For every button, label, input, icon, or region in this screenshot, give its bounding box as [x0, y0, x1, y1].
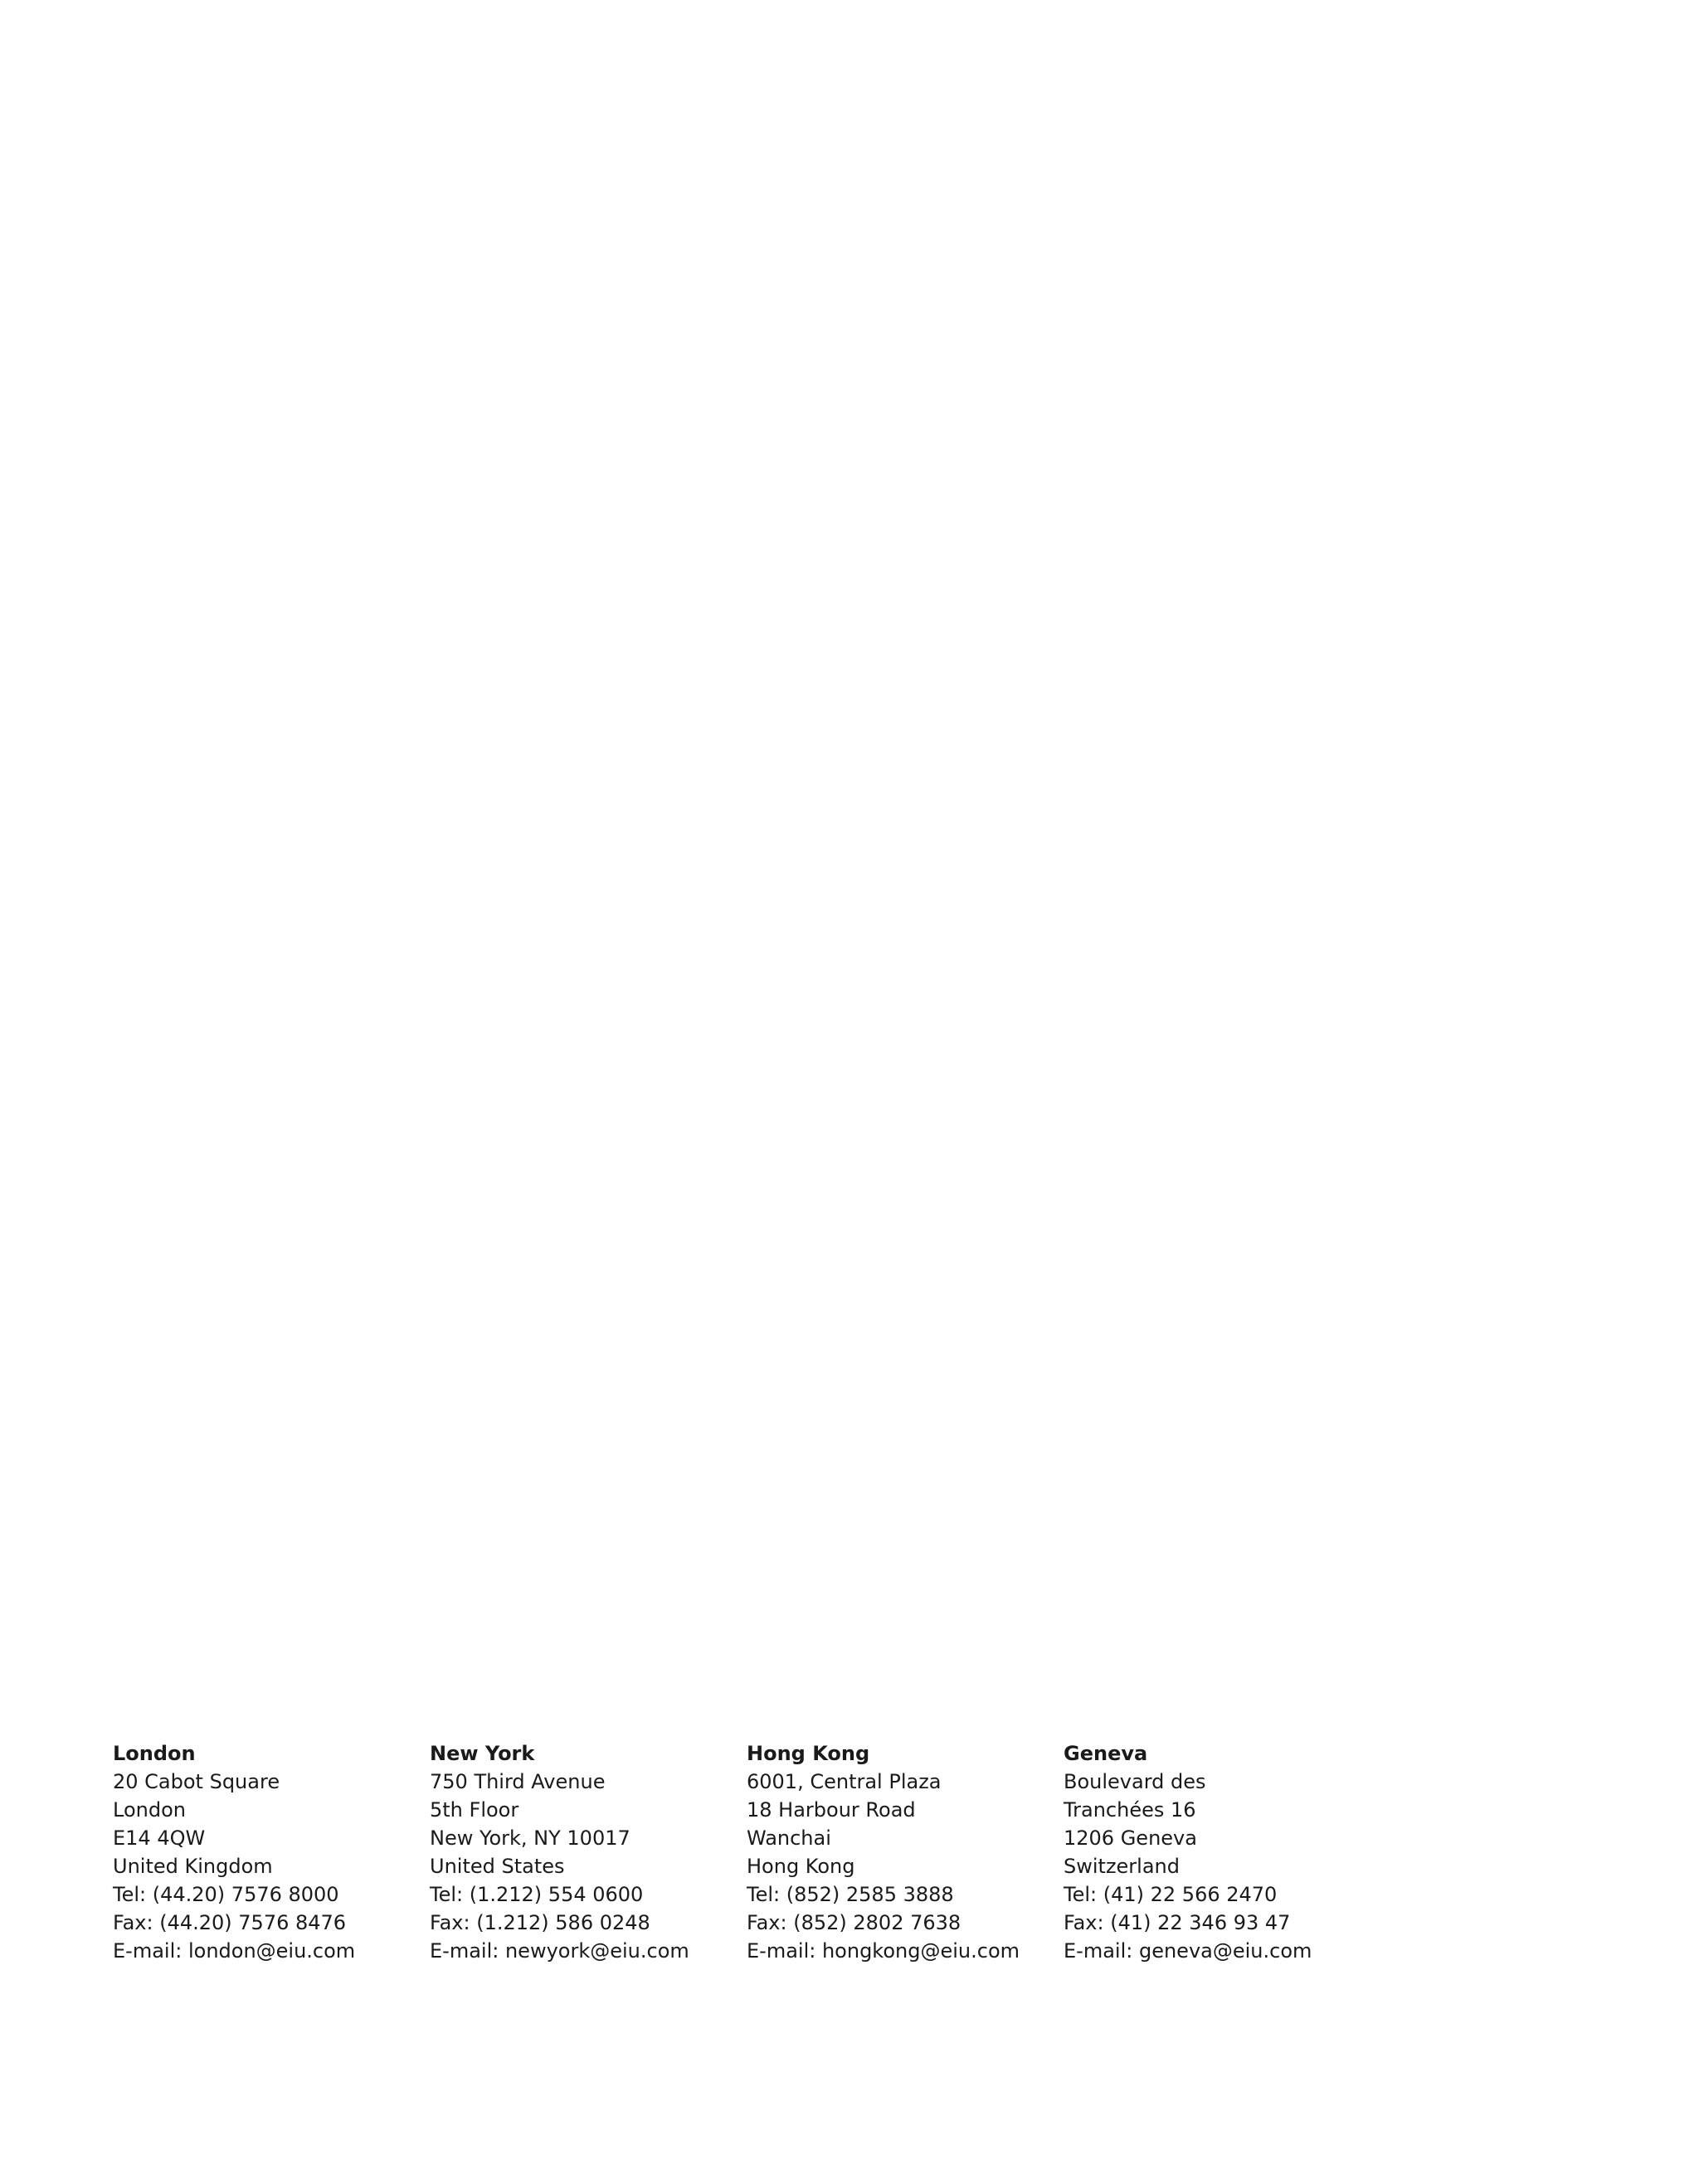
address-line: Hong Kong: [747, 1855, 855, 1878]
address-line: United Kingdom: [113, 1855, 273, 1878]
telephone-line: Tel: (852) 2585 3888: [747, 1883, 954, 1906]
address-line: 5th Floor: [430, 1798, 519, 1822]
office-name: New York: [430, 1742, 535, 1765]
telephone-line: Tel: (44.20) 7576 8000: [113, 1883, 339, 1906]
email-line: E-mail: newyork@eiu.com: [430, 1939, 689, 1963]
email-line: E-mail: london@eiu.com: [113, 1939, 356, 1963]
office-geneva: [1064, 1739, 1380, 1965]
address-line: Tranchées 16: [1064, 1798, 1196, 1822]
fax-line: Fax: (852) 2802 7638: [747, 1911, 961, 1934]
office-name: London: [113, 1742, 196, 1765]
address-line: Boulevard des: [1064, 1770, 1206, 1793]
address-line: 6001, Central Plaza: [747, 1770, 942, 1793]
address-line: E14 4QW: [113, 1826, 206, 1850]
address-line: 18 Harbour Road: [747, 1798, 916, 1822]
office-name: Geneva: [1064, 1742, 1148, 1765]
fax-line: Fax: (44.20) 7576 8476: [113, 1911, 347, 1934]
office-new-york: [430, 1739, 747, 1965]
address-line: 20 Cabot Square: [113, 1770, 280, 1793]
telephone-line: Tel: (41) 22 566 2470: [1064, 1883, 1278, 1906]
email-line: E-mail: hongkong@eiu.com: [747, 1939, 1020, 1963]
office-addresses: [113, 1739, 1380, 1965]
address-line: Switzerland: [1064, 1855, 1180, 1878]
office-name: Hong Kong: [747, 1742, 870, 1765]
fax-line: Fax: (41) 22 346 93 47: [1064, 1911, 1291, 1934]
address-line: Wanchai: [747, 1826, 831, 1850]
address-line: 1206 Geneva: [1064, 1826, 1197, 1850]
telephone-line: Tel: (1.212) 554 0600: [430, 1883, 644, 1906]
email-line: E-mail: geneva@eiu.com: [1064, 1939, 1312, 1963]
address-line: 750 Third Avenue: [430, 1770, 606, 1793]
address-line: United States: [430, 1855, 565, 1878]
address-line: London: [113, 1798, 186, 1822]
office-hong-kong: [747, 1739, 1064, 1965]
office-london: [113, 1739, 430, 1965]
address-line: New York, NY 10017: [430, 1826, 630, 1850]
fax-line: Fax: (1.212) 586 0248: [430, 1911, 650, 1934]
